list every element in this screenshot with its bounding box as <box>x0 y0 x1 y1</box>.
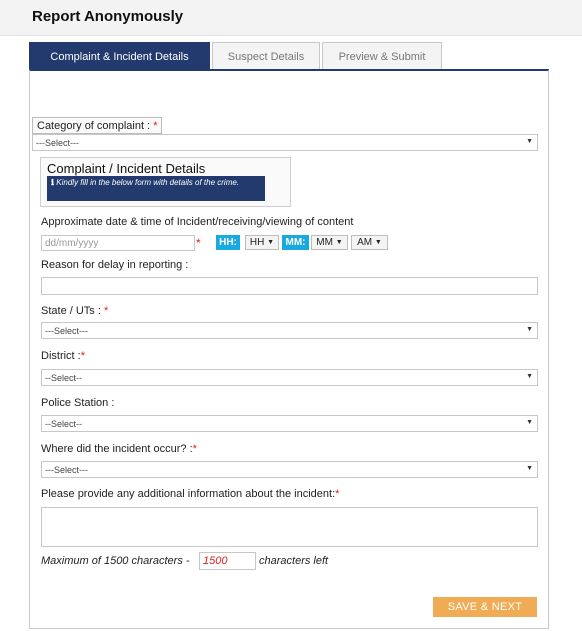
state-select[interactable] <box>41 322 538 339</box>
dropdown-caret-icon: ▼ <box>526 326 533 333</box>
police-station-select-value: --Select-- <box>45 418 83 429</box>
required-mark: * <box>335 488 340 500</box>
district-label-text: District : <box>41 350 81 362</box>
char-counter-prefix: Maximum of 1500 characters - <box>41 555 190 567</box>
tab-preview-submit[interactable]: Preview & Submit <box>322 42 442 70</box>
incident-place-select[interactable] <box>41 461 538 478</box>
char-counter-suffix: characters left <box>259 555 329 567</box>
delay-reason-input[interactable] <box>41 277 538 295</box>
delay-reason-label: Reason for delay in reporting : <box>41 259 189 271</box>
minute-select[interactable] <box>311 235 348 250</box>
ampm-select[interactable] <box>351 235 388 250</box>
details-box <box>40 157 291 207</box>
tab-complaint-incident-details[interactable]: Complaint & Incident Details <box>29 42 210 70</box>
dropdown-caret-icon: ▼ <box>335 239 343 246</box>
dropdown-caret-icon: ▼ <box>526 465 533 472</box>
ampm-select-value: AM <box>357 237 373 248</box>
dropdown-caret-icon: ▼ <box>526 419 533 426</box>
police-station-label: Police Station : <box>41 397 115 409</box>
category-select-value: ---Select--- <box>36 137 79 148</box>
additional-info-textarea[interactable] <box>41 507 538 547</box>
details-note-text: Kindly fill in the below form with details of the crime. <box>56 178 240 187</box>
save-next-button[interactable]: SAVE & NEXT <box>433 597 537 617</box>
incident-place-select-value: ---Select--- <box>45 464 88 475</box>
district-label <box>41 350 85 362</box>
dropdown-caret-icon: ▼ <box>267 239 275 246</box>
district-select-value: --Select-- <box>45 372 83 383</box>
required-mark: * <box>196 236 201 250</box>
required-mark: * <box>80 350 86 362</box>
incident-date-placeholder: dd/mm/yyyy <box>45 237 99 249</box>
tab-suspect-details[interactable]: Suspect Details <box>212 42 320 70</box>
dropdown-caret-icon: ▼ <box>526 138 533 145</box>
state-select-value: ---Select--- <box>45 325 88 336</box>
page-title: Report Anonymously <box>32 8 184 25</box>
dropdown-caret-icon: ▼ <box>374 239 382 246</box>
incident-place-label <box>41 443 197 455</box>
category-label <box>32 117 162 134</box>
required-mark: * <box>153 119 158 132</box>
mm-tag: MM: <box>282 235 309 250</box>
hour-select[interactable] <box>245 235 279 250</box>
info-icon: ℹ <box>51 178 55 187</box>
required-mark: * <box>103 305 109 317</box>
state-label <box>41 305 108 317</box>
hour-select-value: HH <box>249 237 265 248</box>
minute-select-value: MM <box>316 237 333 248</box>
additional-info-label <box>41 488 339 500</box>
additional-info-label-text: Please provide any additional information about the incident: <box>41 488 336 500</box>
incident-date-input[interactable] <box>41 235 195 251</box>
hh-tag: HH: <box>216 235 240 250</box>
category-label-text: Category of complaint : <box>37 119 151 132</box>
police-station-select[interactable] <box>41 415 538 432</box>
incident-datetime-label: Approximate date & time of Incident/receiving/viewing of content <box>41 216 354 228</box>
required-mark: * <box>192 443 197 455</box>
dropdown-caret-icon: ▼ <box>526 373 533 380</box>
incident-place-label-text: Where did the incident occur? : <box>41 443 193 455</box>
state-label-text: State / UTs : <box>41 305 101 317</box>
district-select[interactable] <box>41 369 538 386</box>
char-counter-value: 1500 <box>199 552 256 570</box>
category-select[interactable] <box>32 134 538 151</box>
details-note <box>47 176 265 201</box>
details-box-title: Complaint / Incident Details <box>47 161 206 176</box>
